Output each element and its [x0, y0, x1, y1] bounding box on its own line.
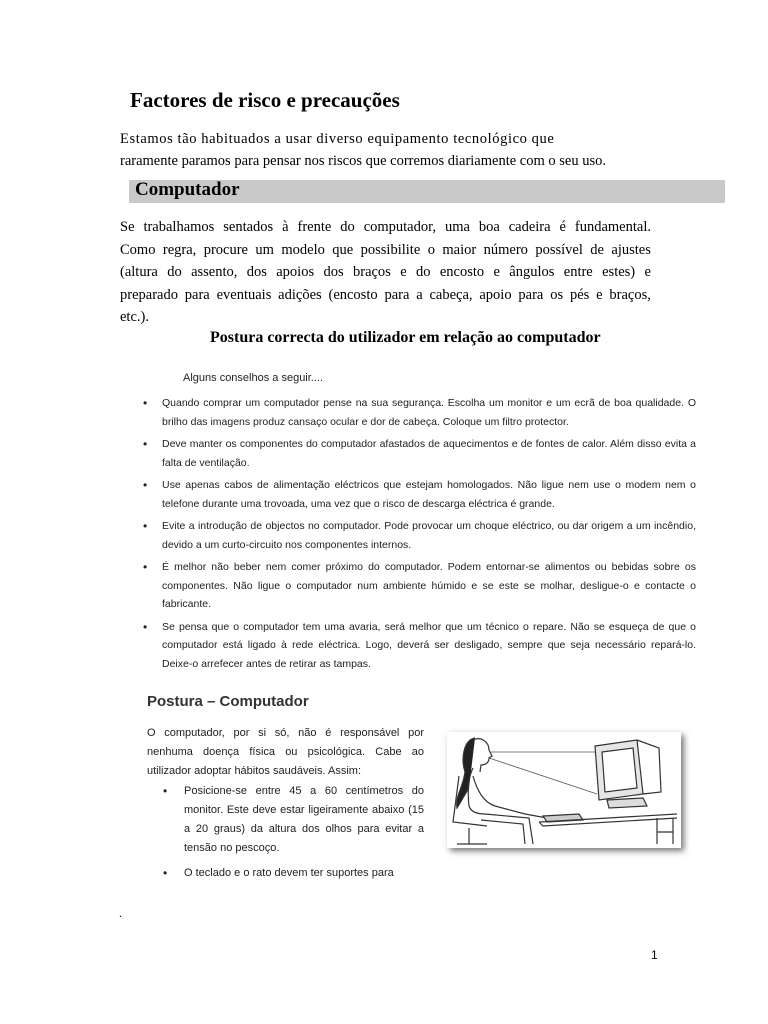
word: apoios	[276, 264, 315, 280]
word: cabeça,	[429, 286, 473, 303]
word: possível	[535, 241, 583, 258]
word: encosto	[439, 264, 485, 280]
body-paragraph	[120, 216, 651, 329]
word: procure	[203, 241, 248, 258]
word: para	[518, 286, 544, 303]
paragraph-line	[120, 261, 651, 284]
word: apoio	[479, 286, 512, 303]
tip-item: • Quando comprar um computador pense na sua segurança. Escolha um monitor e um ecrã de boa qualidade. O brilho das imagens produz cansaço ocular e dor de cabeça. Coloque um filtro protector.	[143, 394, 696, 431]
posture-illustration	[447, 732, 681, 848]
word: e	[400, 264, 407, 280]
word: do	[167, 264, 182, 280]
word: preparado	[120, 286, 178, 303]
intro-line: raramente paramos para pensar nos riscos que corremos diariamente com o seu uso.	[120, 153, 606, 169]
word: possibilite	[360, 241, 421, 258]
word: braços,	[609, 286, 651, 303]
word: e	[596, 286, 603, 303]
posture-list	[163, 782, 424, 889]
trailing-dot: .	[119, 906, 122, 920]
word: boa	[478, 219, 500, 235]
word: entre	[563, 264, 593, 280]
word: maior	[442, 241, 477, 258]
word: frente	[297, 219, 332, 235]
word: o	[427, 241, 435, 258]
tip-item: • Deve manter os componentes do computador afastados de aquecimentos e de fontes de calor. Além disso evita a falta de ventilação.	[143, 435, 696, 472]
word: trabalhamos	[143, 219, 215, 235]
word: uma	[444, 219, 470, 235]
posture-title: Postura – Computador	[147, 693, 309, 710]
figure-caption: Postura correcta do utilizador em relação ao computador	[210, 329, 601, 346]
word: número	[483, 241, 528, 258]
woman-at-computer-illustration	[447, 732, 681, 848]
word: pés	[569, 286, 590, 303]
section-heading: Computador	[135, 179, 240, 200]
word: dos	[246, 264, 267, 280]
word: do	[340, 219, 355, 235]
word: os	[550, 286, 564, 303]
paragraph-line: etc.).	[120, 309, 149, 325]
word: (encosto	[328, 286, 378, 303]
word: ajustes	[611, 241, 651, 258]
word: para	[184, 286, 210, 303]
word: regra,	[162, 241, 197, 258]
word: que	[332, 241, 354, 258]
tip-item: • Use apenas cabos de alimentação eléctricos que estejam homologados. Não ligue nem use o modem nem o telefone durante uma trovoada, uma vez que o risco de descarga eléctrica é grande.	[143, 476, 696, 513]
word: e	[493, 264, 500, 280]
tip-item: • Se pensa que o computador tem uma avaria, será melhor que um técnico o repare. Não se esqueça de que o computador está ligado à rede eléctrica. Logo, deverá ser desligado, sempre que seja necessário repará-lo. Deixe-o arrefecer antes de retirar as tampas.	[143, 618, 696, 674]
word: a	[416, 286, 423, 303]
intro-paragraph	[120, 128, 660, 172]
word: dos	[323, 264, 344, 280]
paragraph-line	[120, 284, 651, 307]
word: modelo	[281, 241, 325, 258]
tip-item: • É melhor não beber nem comer próximo do computador. Podem entornar-se alimentos ou bebidas sobre os componentes. Não ligue o computador num ambiente húmido e se este se molhar, desligue-o e contacte o fabricante.	[143, 558, 696, 614]
posture-item: • Posicione-se entre 45 a 60 centímetros do monitor. Este deve estar ligeiramente abaixo (15 a 20 graus) da altura dos olhos para evitar a tensão no pescoço.	[163, 782, 424, 858]
word: ângulos	[509, 264, 555, 280]
word: adições	[278, 286, 322, 303]
paragraph-line	[120, 239, 651, 262]
posture-text: O computador, por si só, não é responsável por nenhuma doença física ou psicológica. Cabe ao utilizador adoptar hábitos saudáveis. Assim:	[147, 727, 424, 777]
page-title: Factores de risco e precauções	[130, 88, 400, 112]
word: (altura	[120, 264, 158, 280]
word: e	[644, 264, 651, 280]
intro-line: Estamos tão habituados a usar diverso equipamento tecnológico que	[120, 131, 555, 147]
word: é	[559, 219, 566, 235]
page-number: 1	[651, 948, 658, 962]
word: sentados	[223, 219, 274, 235]
advice-heading: Alguns conselhos a seguir....	[183, 372, 324, 384]
tip-item: • Evite a introdução de objectos no computador. Pode provocar um choque eléctrico, ou dar origem a um incêndio, devido a um curto-circuito nos componentes internos.	[143, 517, 696, 554]
word: um	[255, 241, 274, 258]
word: braços	[352, 264, 391, 280]
word: para	[384, 286, 410, 303]
word: eventuais	[216, 286, 272, 303]
word: do	[415, 264, 431, 280]
word: fundamental.	[574, 219, 651, 235]
word: de	[590, 241, 604, 258]
word: estes)	[602, 264, 636, 280]
word: Se	[120, 219, 135, 235]
word: computador,	[363, 219, 436, 235]
word: à	[282, 219, 289, 235]
word: assento,	[191, 264, 238, 280]
tips-list	[143, 394, 696, 677]
paragraph-line	[120, 216, 651, 239]
posture-item: • O teclado e o rato devem ter suportes para	[163, 864, 424, 883]
section-heading-bar	[129, 180, 725, 203]
word: cadeira	[508, 219, 551, 235]
word: Como	[120, 241, 156, 258]
